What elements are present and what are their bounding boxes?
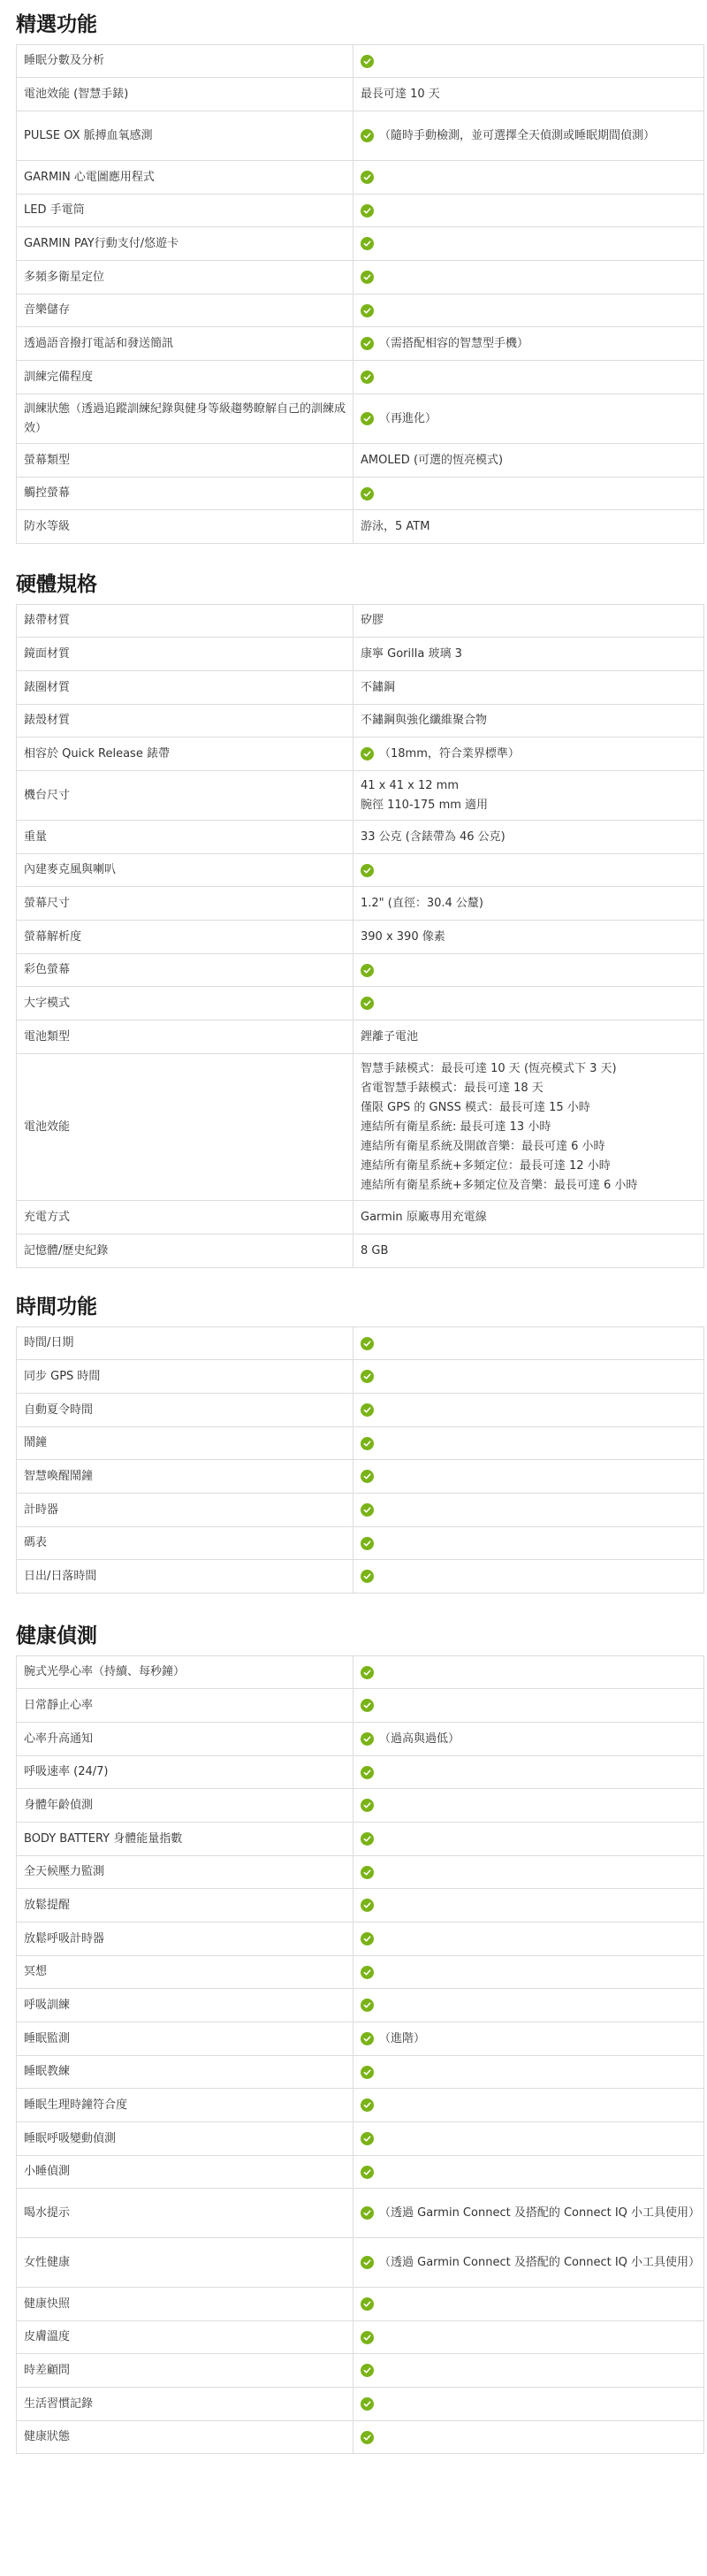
section-title: 硬體規格 bbox=[16, 573, 97, 596]
table-row bbox=[17, 2056, 704, 2089]
spec-label: 放鬆提醒 bbox=[17, 1889, 354, 1922]
spec-label: 訓練狀態（透過追蹤訓練紀錄與健身等級趨勢瞭解自己的訓練成效） bbox=[17, 394, 354, 444]
spec-label: 觸控螢幕 bbox=[17, 478, 354, 510]
spec-value bbox=[354, 2354, 704, 2388]
table-row bbox=[17, 1889, 704, 1922]
check-circle-icon bbox=[361, 1932, 374, 1945]
spec-label: 多頻多衛星定位 bbox=[17, 261, 354, 294]
check-circle-icon bbox=[361, 1370, 374, 1383]
table-row bbox=[17, 1054, 704, 1201]
spec-label: 智慧喚醒鬧鐘 bbox=[17, 1460, 354, 1494]
spec-label: 鏡面材質 bbox=[17, 638, 354, 671]
check-circle-icon bbox=[361, 2132, 374, 2145]
check-circle-icon bbox=[361, 1832, 374, 1846]
spec-label: 同步 GPS 時間 bbox=[17, 1360, 354, 1394]
table-row bbox=[17, 261, 704, 294]
spec-label: 電池效能 (智慧手錶) bbox=[17, 78, 354, 111]
spec-value-text: 康寧 Gorilla 玻璃 3 bbox=[361, 646, 462, 661]
table-row bbox=[17, 1789, 704, 1823]
spec-label: 大字模式 bbox=[17, 987, 354, 1020]
spec-value bbox=[354, 1922, 704, 1956]
table-row bbox=[17, 671, 704, 705]
spec-label: 時間/日期 bbox=[17, 1327, 354, 1360]
spec-label: 內建麥克風與喇叭 bbox=[17, 854, 354, 887]
spec-label: 心率升高通知 bbox=[17, 1723, 354, 1756]
table-row bbox=[17, 1956, 704, 1989]
table-row bbox=[17, 821, 704, 854]
spec-value-text: 不鏽鋼 bbox=[361, 680, 396, 694]
spec-value bbox=[354, 111, 704, 161]
spec-value bbox=[354, 444, 704, 478]
check-circle-icon bbox=[361, 2297, 374, 2311]
spec-label: GARMIN 心電圖應用程式 bbox=[17, 161, 354, 195]
spec-value bbox=[354, 2022, 704, 2056]
table-row bbox=[17, 1394, 704, 1427]
spec-value bbox=[354, 1856, 704, 1889]
spec-value bbox=[354, 638, 704, 671]
spec-value bbox=[354, 1201, 704, 1234]
spec-value-text: 最長可達 10 天 bbox=[361, 87, 440, 101]
spec-value-text: （透過 Garmin Connect 及搭配的 Connect IQ 小工具使用） bbox=[379, 2255, 701, 2269]
table-row bbox=[17, 444, 704, 478]
check-circle-icon bbox=[361, 1799, 374, 1812]
spec-value bbox=[354, 1460, 704, 1494]
spec-label: 螢幕尺寸 bbox=[17, 887, 354, 921]
table-row bbox=[17, 2421, 704, 2454]
table-row bbox=[17, 2089, 704, 2122]
check-circle-icon bbox=[361, 412, 374, 425]
spec-value bbox=[354, 1756, 704, 1789]
table-row bbox=[17, 327, 704, 361]
check-circle-icon bbox=[361, 1732, 374, 1746]
spec-value-text: AMOLED (可選的恆亮模式) bbox=[361, 453, 504, 467]
check-circle-icon bbox=[361, 2066, 374, 2079]
section-time bbox=[16, 1268, 696, 1594]
check-circle-icon bbox=[361, 129, 374, 142]
check-circle-icon bbox=[361, 2331, 374, 2344]
spec-value bbox=[354, 78, 704, 111]
spec-label: 腕式光學心率（持續、每秒鐘） bbox=[17, 1656, 354, 1689]
section-title: 健康偵測 bbox=[16, 1624, 97, 1647]
spec-value bbox=[354, 327, 704, 361]
spec-label: 喝水提示 bbox=[17, 2189, 354, 2238]
spec-label: 訓練完備程度 bbox=[17, 361, 354, 394]
check-circle-icon bbox=[361, 1966, 374, 1979]
check-circle-icon bbox=[361, 1503, 374, 1517]
spec-label: 呼吸訓練 bbox=[17, 1989, 354, 2022]
spec-label: 皮膚溫度 bbox=[17, 2321, 354, 2354]
spec-label: 睡眠分數及分析 bbox=[17, 45, 354, 78]
check-circle-icon bbox=[361, 1866, 374, 1879]
table-row bbox=[17, 2354, 704, 2388]
table-row bbox=[17, 1360, 704, 1394]
spec-value bbox=[354, 161, 704, 195]
spec-value-text: （再進化） bbox=[379, 411, 437, 425]
spec-value-text: （進階） bbox=[379, 2031, 426, 2045]
spec-label: 螢幕解析度 bbox=[17, 921, 354, 954]
spec-value-text: 1.2" (直徑：30.4 公釐) bbox=[361, 896, 484, 910]
spec-value-text: 游泳，5 ATM bbox=[361, 519, 430, 533]
check-circle-icon bbox=[361, 1470, 374, 1483]
spec-value bbox=[354, 1234, 704, 1268]
spec-label: 彩色螢幕 bbox=[17, 954, 354, 987]
check-circle-icon bbox=[361, 204, 374, 218]
table-row bbox=[17, 1494, 704, 1527]
table-row bbox=[17, 854, 704, 887]
spec-value bbox=[354, 1394, 704, 1427]
check-circle-icon bbox=[361, 55, 374, 68]
spec-value bbox=[354, 987, 704, 1020]
table-row bbox=[17, 738, 704, 771]
check-circle-icon bbox=[361, 2206, 374, 2220]
spec-label: 錶殼材質 bbox=[17, 705, 354, 738]
spec-label: 充電方式 bbox=[17, 1201, 354, 1234]
check-circle-icon bbox=[361, 964, 374, 977]
spec-value-text: （需搭配相容的智慧型手機） bbox=[379, 336, 529, 350]
spec-label: 呼吸速率 (24/7) bbox=[17, 1756, 354, 1789]
spec-label: 全天候壓力監測 bbox=[17, 1856, 354, 1889]
table-row bbox=[17, 45, 704, 78]
spec-table bbox=[16, 44, 704, 544]
spec-value bbox=[354, 478, 704, 510]
spec-label: 碼表 bbox=[17, 1527, 354, 1560]
spec-value bbox=[354, 1327, 704, 1360]
spec-value bbox=[354, 1956, 704, 1989]
check-circle-icon bbox=[361, 2431, 374, 2444]
table-row bbox=[17, 2022, 704, 2056]
spec-value bbox=[354, 294, 704, 327]
table-row bbox=[17, 394, 704, 444]
spec-table bbox=[16, 1326, 704, 1594]
spec-value-text: （隨時手動檢測，並可選擇全天偵測或睡眠期間偵測） bbox=[379, 128, 656, 142]
check-circle-icon bbox=[361, 997, 374, 1010]
table-row bbox=[17, 111, 704, 161]
table-row bbox=[17, 2156, 704, 2189]
spec-label: BODY BATTERY 身體能量指數 bbox=[17, 1823, 354, 1856]
check-circle-icon bbox=[361, 237, 374, 250]
spec-value bbox=[354, 738, 704, 771]
spec-value bbox=[354, 45, 704, 78]
table-row bbox=[17, 987, 704, 1020]
spec-value bbox=[354, 1989, 704, 2022]
table-row bbox=[17, 1922, 704, 1956]
check-circle-icon bbox=[361, 1899, 374, 1912]
check-circle-icon bbox=[361, 487, 374, 501]
spec-value-text: 8 GB bbox=[361, 1243, 389, 1257]
spec-label: 睡眠生理時鐘符合度 bbox=[17, 2089, 354, 2122]
spec-label: 冥想 bbox=[17, 1956, 354, 1989]
table-row bbox=[17, 361, 704, 394]
spec-value-text: 41 x 41 x 12 mm 腕徑 110-175 mm 適用 bbox=[361, 778, 489, 812]
spec-label: 透過語音撥打電話和發送簡訊 bbox=[17, 327, 354, 361]
section-features bbox=[16, 9, 696, 544]
spec-value-text: 矽膠 bbox=[361, 614, 384, 627]
table-row bbox=[17, 2321, 704, 2354]
spec-value bbox=[354, 1560, 704, 1594]
spec-label: PULSE OX 脈搏血氧感測 bbox=[17, 111, 354, 161]
check-circle-icon bbox=[361, 271, 374, 284]
spec-label: GARMIN PAY行動支付/悠遊卡 bbox=[17, 227, 354, 261]
table-row bbox=[17, 1234, 704, 1268]
check-circle-icon bbox=[361, 2166, 374, 2179]
table-row bbox=[17, 1823, 704, 1856]
spec-label: 健康快照 bbox=[17, 2288, 354, 2321]
spec-value bbox=[354, 605, 704, 638]
section-hardware bbox=[16, 544, 696, 1268]
check-circle-icon bbox=[361, 1666, 374, 1679]
table-row bbox=[17, 78, 704, 111]
table-row bbox=[17, 1201, 704, 1234]
spec-label: 日出/日落時間 bbox=[17, 1560, 354, 1594]
spec-value bbox=[354, 394, 704, 444]
check-circle-icon bbox=[361, 1570, 374, 1583]
table-row bbox=[17, 921, 704, 954]
spec-label: 螢幕類型 bbox=[17, 444, 354, 478]
spec-value bbox=[354, 821, 704, 854]
spec-value bbox=[354, 1723, 704, 1756]
table-row bbox=[17, 478, 704, 510]
check-circle-icon bbox=[361, 1437, 374, 1450]
spec-label: 小睡偵測 bbox=[17, 2156, 354, 2189]
table-row bbox=[17, 705, 704, 738]
spec-label: 音樂儲存 bbox=[17, 294, 354, 327]
table-row bbox=[17, 1460, 704, 1494]
table-row bbox=[17, 1327, 704, 1360]
table-row bbox=[17, 1527, 704, 1560]
spec-value bbox=[354, 705, 704, 738]
table-row bbox=[17, 195, 704, 227]
spec-value bbox=[354, 854, 704, 887]
spec-label: 防水等級 bbox=[17, 510, 354, 544]
spec-table bbox=[16, 604, 704, 1268]
section-title: 精選功能 bbox=[16, 13, 97, 36]
spec-value bbox=[354, 1823, 704, 1856]
table-row bbox=[17, 1689, 704, 1723]
spec-label: 計時器 bbox=[17, 1494, 354, 1527]
check-circle-icon bbox=[361, 304, 374, 317]
spec-label: 自動夏令時間 bbox=[17, 1394, 354, 1427]
spec-value bbox=[354, 1054, 704, 1201]
spec-value bbox=[354, 1360, 704, 1394]
table-row bbox=[17, 771, 704, 821]
spec-label: 重量 bbox=[17, 821, 354, 854]
spec-value bbox=[354, 1789, 704, 1823]
spec-value bbox=[354, 1427, 704, 1460]
check-circle-icon bbox=[361, 1337, 374, 1350]
check-circle-icon bbox=[361, 1999, 374, 2012]
check-circle-icon bbox=[361, 2032, 374, 2045]
spec-value-text: 不鏽鋼與強化纖維聚合物 bbox=[361, 714, 488, 727]
spec-value bbox=[354, 2421, 704, 2454]
spec-value bbox=[354, 2238, 704, 2288]
check-circle-icon bbox=[361, 747, 374, 761]
spec-value-text: 33 公克 (含錶帶為 46 公克) bbox=[361, 829, 506, 844]
spec-value bbox=[354, 887, 704, 921]
section-health bbox=[16, 1594, 701, 2454]
spec-value-text: 鋰離子電池 bbox=[361, 1029, 419, 1043]
spec-value-text: 390 x 390 像素 bbox=[361, 929, 445, 944]
spec-label: 相容於 Quick Release 錶帶 bbox=[17, 738, 354, 771]
spec-value bbox=[354, 195, 704, 227]
spec-value bbox=[354, 954, 704, 987]
check-circle-icon bbox=[361, 1766, 374, 1779]
spec-value bbox=[354, 2321, 704, 2354]
check-circle-icon bbox=[361, 2364, 374, 2377]
table-row bbox=[17, 887, 704, 921]
spec-label: 女性健康 bbox=[17, 2238, 354, 2288]
spec-label: LED 手電筒 bbox=[17, 195, 354, 227]
table-row bbox=[17, 1560, 704, 1594]
spec-label: 機台尺寸 bbox=[17, 771, 354, 821]
spec-label: 身體年齡偵測 bbox=[17, 1789, 354, 1823]
spec-value-text: 智慧手錶模式：最長可達 10 天 (恆亮模式下 3 天) 省電智慧手錶模式：最長可達 18 天 僅限 GPS 的 GNSS 模式：最長可達 15 小時 連結所有衛星系統: 最長可達 13 小時 連結所有衛星系統及開啟音樂：最長可達 6 小時 連結所有衛星系統+多頻定位：最長可達 12 小時 連結所有衛星系統+多頻定位及音樂：最長可達 6 小時 bbox=[361, 1061, 638, 1192]
spec-value bbox=[354, 261, 704, 294]
spec-value bbox=[354, 361, 704, 394]
spec-value-text: Garmin 原廠專用充電線 bbox=[361, 1210, 487, 1224]
spec-label: 鬧鐘 bbox=[17, 1427, 354, 1460]
table-row bbox=[17, 1756, 704, 1789]
table-row bbox=[17, 1427, 704, 1460]
spec-value bbox=[354, 1889, 704, 1922]
table-row bbox=[17, 1856, 704, 1889]
spec-value bbox=[354, 771, 704, 821]
table-row bbox=[17, 638, 704, 671]
spec-value bbox=[354, 1689, 704, 1723]
check-circle-icon bbox=[361, 1699, 374, 1712]
spec-value bbox=[354, 1527, 704, 1560]
spec-value bbox=[354, 1020, 704, 1054]
spec-value bbox=[354, 2288, 704, 2321]
spec-value bbox=[354, 671, 704, 705]
spec-label: 錶圈材質 bbox=[17, 671, 354, 705]
spec-label: 生活習慣記錄 bbox=[17, 2388, 354, 2421]
spec-value bbox=[354, 510, 704, 544]
table-row bbox=[17, 1020, 704, 1054]
check-circle-icon bbox=[361, 864, 374, 877]
spec-label: 電池效能 bbox=[17, 1054, 354, 1201]
table-row bbox=[17, 954, 704, 987]
spec-value bbox=[354, 2056, 704, 2089]
spec-label: 錶帶材質 bbox=[17, 605, 354, 638]
spec-label: 日常靜止心率 bbox=[17, 1689, 354, 1723]
table-row bbox=[17, 2238, 704, 2288]
spec-value-text: （過高與過低） bbox=[379, 1731, 460, 1746]
spec-label: 健康狀態 bbox=[17, 2421, 354, 2454]
check-circle-icon bbox=[361, 2397, 374, 2411]
table-row bbox=[17, 2189, 704, 2238]
spec-value bbox=[354, 227, 704, 261]
spec-table bbox=[16, 1655, 704, 2454]
table-row bbox=[17, 510, 704, 544]
table-row bbox=[17, 1723, 704, 1756]
spec-label: 放鬆呼吸計時器 bbox=[17, 1922, 354, 1956]
spec-label: 記憶體/歷史紀錄 bbox=[17, 1234, 354, 1268]
check-circle-icon bbox=[361, 337, 374, 350]
table-row bbox=[17, 605, 704, 638]
spec-label: 時差顧問 bbox=[17, 2354, 354, 2388]
spec-value bbox=[354, 1494, 704, 1527]
spec-value bbox=[354, 2189, 704, 2238]
spec-label: 睡眠監測 bbox=[17, 2022, 354, 2056]
check-circle-icon bbox=[361, 2098, 374, 2112]
spec-value-text: （18mm，符合業界標準） bbox=[379, 746, 520, 761]
table-row bbox=[17, 227, 704, 261]
spec-value bbox=[354, 2388, 704, 2421]
spec-label: 電池類型 bbox=[17, 1020, 354, 1054]
table-row bbox=[17, 161, 704, 195]
check-circle-icon bbox=[361, 1403, 374, 1417]
spec-label: 睡眠呼吸變動偵測 bbox=[17, 2122, 354, 2156]
check-circle-icon bbox=[361, 1537, 374, 1550]
table-row bbox=[17, 2122, 704, 2156]
check-circle-icon bbox=[361, 171, 374, 184]
table-row bbox=[17, 1989, 704, 2022]
spec-value bbox=[354, 1656, 704, 1689]
spec-value bbox=[354, 921, 704, 954]
section-title: 時間功能 bbox=[16, 1296, 97, 1319]
table-row bbox=[17, 1656, 704, 1689]
check-circle-icon bbox=[361, 2256, 374, 2269]
spec-label: 睡眠教練 bbox=[17, 2056, 354, 2089]
spec-value bbox=[354, 2089, 704, 2122]
check-circle-icon bbox=[361, 371, 374, 384]
table-row bbox=[17, 2288, 704, 2321]
spec-value bbox=[354, 2156, 704, 2189]
table-row bbox=[17, 2388, 704, 2421]
spec-value-text: （透過 Garmin Connect 及搭配的 Connect IQ 小工具使用） bbox=[379, 2205, 701, 2220]
table-row bbox=[17, 294, 704, 327]
spec-value bbox=[354, 2122, 704, 2156]
